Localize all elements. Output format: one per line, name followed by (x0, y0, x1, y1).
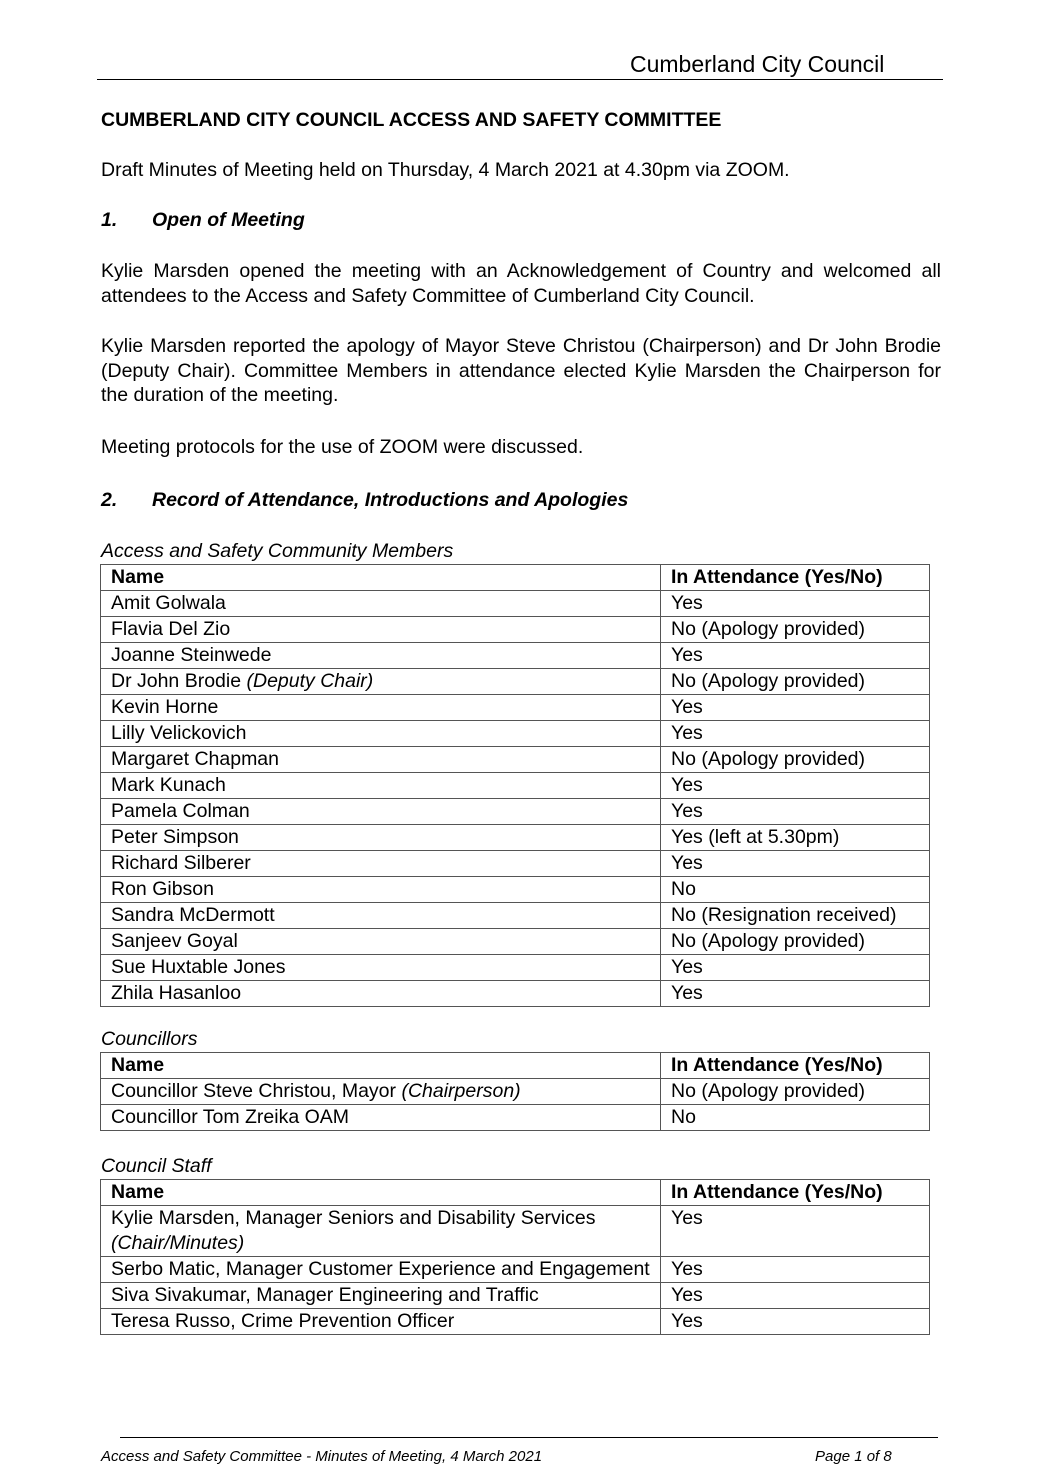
community-members-table (100, 564, 930, 1007)
section-title: Open of Meeting (152, 209, 305, 231)
council-staff-caption: Council Staff (101, 1155, 212, 1177)
attendee-name-cell (101, 695, 661, 721)
attendee-name: Kevin Horne (111, 696, 219, 718)
footer-document-title: Access and Safety Committee - Minutes of Meeting, 4 March 2021 (101, 1448, 543, 1465)
section-title: Record of Attendance, Introductions and Apologies (152, 489, 629, 511)
table-row (101, 669, 930, 695)
table-row (101, 643, 930, 669)
attendee-role-note: (Deputy Chair) (246, 670, 374, 692)
attendance-status: Yes (661, 1206, 930, 1257)
attendee-name-cell (101, 1257, 661, 1283)
table-row (101, 617, 930, 643)
table-row (101, 1079, 930, 1105)
attendee-name: Zhila Hasanloo (111, 982, 242, 1004)
header-divider (97, 79, 943, 80)
footer-divider (120, 1437, 938, 1438)
attendee-name: Richard Silberer (111, 852, 251, 874)
paragraph-opening: Kylie Marsden opened the meeting with an Acknowledgement of Country and welcomed all attendees to the Access and Safety Committee of Cumberland City Council. (101, 260, 941, 307)
section-number: 2. (101, 489, 118, 511)
column-header-attendance: In Attendance (Yes/No) (661, 1180, 930, 1206)
table-header-row (101, 565, 930, 591)
attendance-status: Yes (661, 1257, 930, 1283)
paragraph-apology: Kylie Marsden reported the apology of Mayor Steve Christou (Chairperson) and Dr John Brodie (Deputy Chair). Committee Members in attendance elected Kylie Marsden the Chairperson for the duration of the meeting. (101, 335, 941, 406)
attendee-name-cell (101, 1309, 661, 1335)
document-title: CUMBERLAND CITY COUNCIL ACCESS AND SAFETY COMMITTEE (101, 109, 722, 131)
section-heading-open-of-meeting (101, 208, 941, 233)
table-row (101, 903, 930, 929)
column-header-name: Name (101, 1180, 661, 1206)
table-row (101, 851, 930, 877)
table-row (101, 799, 930, 825)
attendance-status: Yes (661, 955, 930, 981)
attendance-status: Yes (661, 591, 930, 617)
attendee-name: Lilly Velickovich (111, 722, 247, 744)
community-members-caption: Access and Safety Community Members (101, 540, 454, 562)
table-row (101, 695, 930, 721)
column-header-attendance: In Attendance (Yes/No) (661, 1053, 930, 1079)
attendee-name-cell (101, 669, 661, 695)
attendee-name: Sanjeev Goyal (111, 930, 238, 952)
attendee-name-cell (101, 1105, 661, 1131)
attendee-name-cell (101, 591, 661, 617)
attendance-status: Yes (661, 1283, 930, 1309)
attendee-name: Peter Simpson (111, 826, 239, 848)
attendance-status: No (Apology provided) (661, 929, 930, 955)
councillors-caption: Councillors (101, 1028, 198, 1050)
table-row (101, 1309, 930, 1335)
meeting-intro: Draft Minutes of Meeting held on Thursday, 4 March 2021 at 4.30pm via ZOOM. (101, 159, 790, 181)
attendance-status: Yes (661, 851, 930, 877)
table-row (101, 981, 930, 1007)
attendance-status: Yes (661, 695, 930, 721)
attendee-name-cell (101, 851, 661, 877)
table-row (101, 877, 930, 903)
attendee-name: Dr John Brodie (111, 670, 242, 692)
council-staff-table (100, 1179, 930, 1335)
attendee-name-cell (101, 1079, 661, 1105)
attendee-name-cell (101, 1283, 661, 1309)
attendance-status: Yes (661, 981, 930, 1007)
attendee-name-cell (101, 643, 661, 669)
attendee-role-note: (Chairperson) (401, 1080, 521, 1102)
attendee-name: Serbo Matic, Manager Customer Experience and Engagement (111, 1258, 650, 1280)
attendee-name-cell (101, 773, 661, 799)
attendee-name-cell (101, 617, 661, 643)
attendee-name-cell (101, 955, 661, 981)
attendance-status: Yes (661, 721, 930, 747)
table-row (101, 591, 930, 617)
table-row (101, 747, 930, 773)
column-header-name: Name (101, 565, 661, 591)
attendee-name: Mark Kunach (111, 774, 226, 796)
table-row (101, 1105, 930, 1131)
attendee-name: Teresa Russo, Crime Prevention Officer (111, 1310, 455, 1332)
table-row (101, 1257, 930, 1283)
table-row (101, 955, 930, 981)
councillors-table (100, 1052, 930, 1131)
organisation-name: Cumberland City Council (630, 51, 885, 77)
page-number: Page 1 of 8 (815, 1448, 892, 1465)
attendee-name: Sandra McDermott (111, 904, 275, 926)
attendee-role-note: (Chair/Minutes) (111, 1232, 245, 1254)
attendee-name: Joanne Steinwede (111, 644, 272, 666)
attendee-name-cell (101, 877, 661, 903)
attendee-name: Pamela Colman (111, 800, 250, 822)
attendee-name-cell (101, 825, 661, 851)
attendance-status: No (Apology provided) (661, 669, 930, 695)
attendee-name: Flavia Del Zio (111, 618, 231, 640)
table-row (101, 1206, 930, 1257)
table-header-row (101, 1180, 930, 1206)
table-row (101, 773, 930, 799)
attendee-name: Councillor Tom Zreika OAM (111, 1106, 350, 1128)
attendance-status: Yes (661, 1309, 930, 1335)
attendee-name: Amit Golwala (111, 592, 226, 614)
table-row (101, 825, 930, 851)
table-header-row (101, 1053, 930, 1079)
attendee-name-cell (101, 747, 661, 773)
attendance-status: Yes (661, 773, 930, 799)
attendance-status: No (Apology provided) (661, 617, 930, 643)
table-row (101, 721, 930, 747)
attendee-name: Ron Gibson (111, 878, 214, 900)
attendee-name: Councillor Steve Christou, Mayor (111, 1080, 397, 1102)
attendance-status: Yes (661, 799, 930, 825)
attendance-status: No (661, 1105, 930, 1131)
table-row (101, 929, 930, 955)
attendee-name: Margaret Chapman (111, 748, 279, 770)
paragraph-protocols: Meeting protocols for the use of ZOOM were discussed. (101, 436, 584, 458)
attendee-name-cell (101, 929, 661, 955)
section-heading-attendance (101, 488, 941, 513)
attendee-name: Sue Huxtable Jones (111, 956, 286, 978)
attendance-status: No (Apology provided) (661, 747, 930, 773)
table-row (101, 1283, 930, 1309)
attendee-name-cell (101, 1206, 661, 1257)
attendee-name-cell (101, 903, 661, 929)
attendee-name-cell (101, 799, 661, 825)
attendance-status: No (661, 877, 930, 903)
column-header-name: Name (101, 1053, 661, 1079)
column-header-attendance: In Attendance (Yes/No) (661, 565, 930, 591)
section-number: 1. (101, 209, 118, 231)
attendance-status: No (Apology provided) (661, 1079, 930, 1105)
attendance-status: Yes (left at 5.30pm) (661, 825, 930, 851)
attendance-status: Yes (661, 643, 930, 669)
attendee-name: Kylie Marsden, Manager Seniors and Disability Services (111, 1207, 596, 1229)
attendee-name-cell (101, 981, 661, 1007)
attendance-status: No (Resignation received) (661, 903, 930, 929)
attendee-name-cell (101, 721, 661, 747)
attendee-name: Siva Sivakumar, Manager Engineering and Traffic (111, 1284, 539, 1306)
